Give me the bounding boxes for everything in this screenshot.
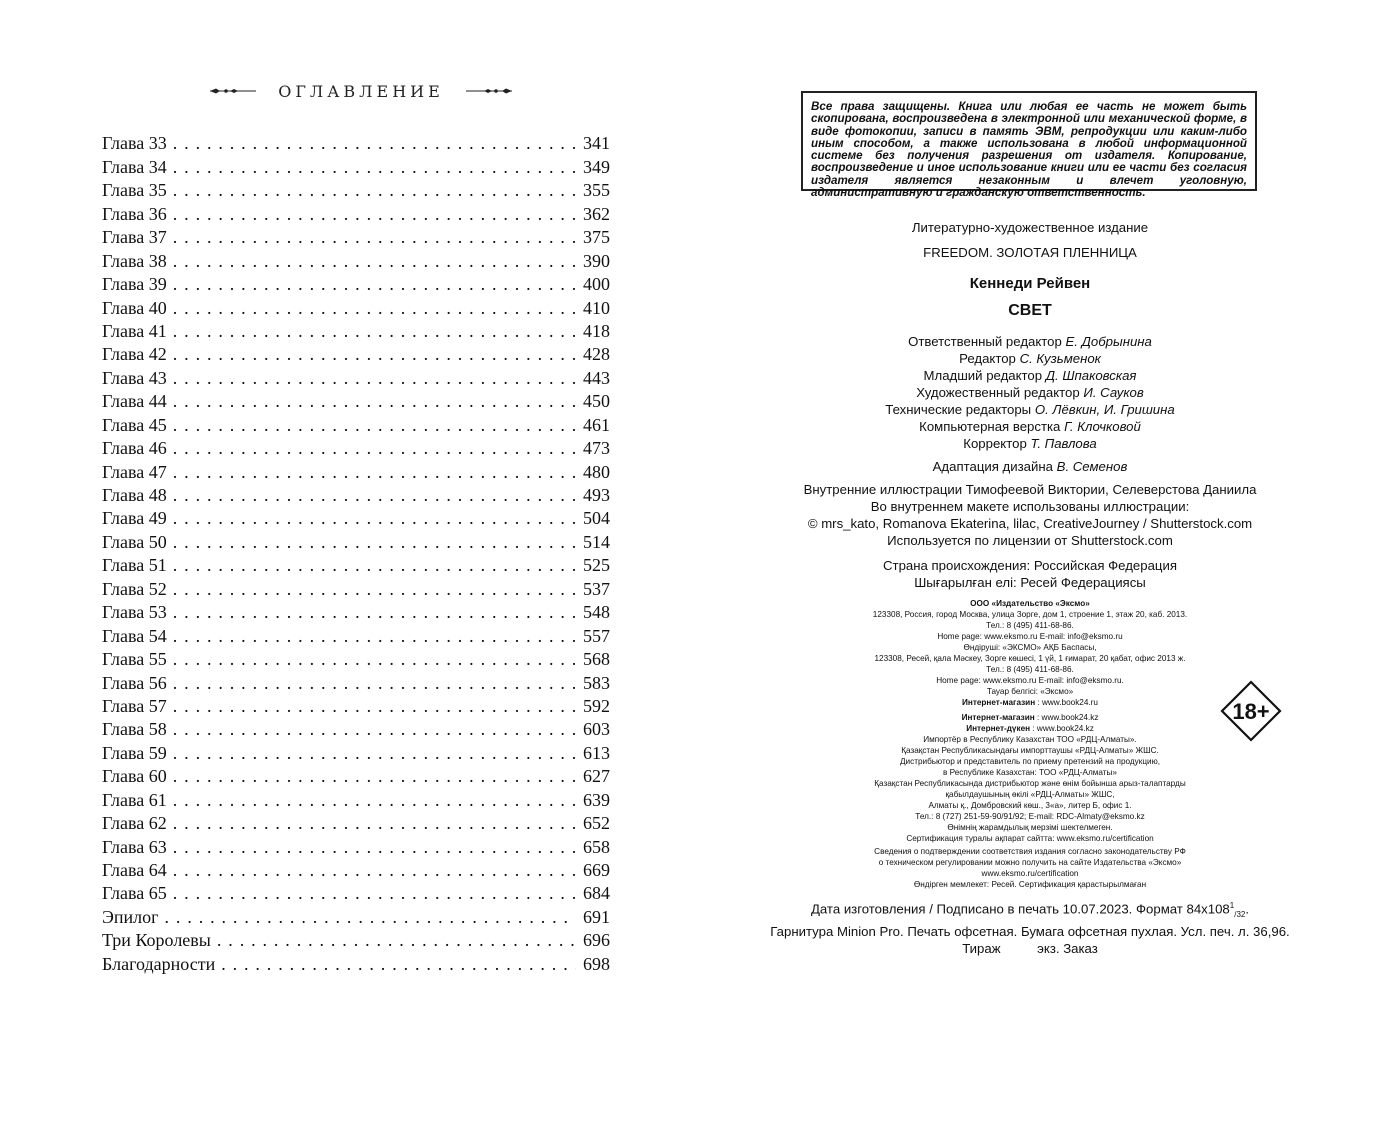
toc-dot-leader [173,180,576,200]
toc-entry-page: 592 [583,695,610,716]
origin-info [780,557,1280,591]
toc-entry-label: Глава 46 [102,438,167,459]
credit-name: Т. Павлова [1030,436,1097,451]
credit-line [780,333,1280,350]
toc-entry-page: 428 [583,344,610,365]
toc-entry-label: Глава 54 [102,625,167,646]
toc-entry-label: Глава 47 [102,461,167,482]
toc-dot-leader [173,298,576,318]
author-name: Кеннеди Рейвен [969,275,1091,292]
toc-dot-leader [173,532,576,552]
toc-dot-leader [173,274,576,294]
toc-entry-page: 480 [583,461,610,482]
toc-dot-leader [173,438,576,458]
credit-name: И. Сауков [1083,385,1144,400]
age-rating-text: 18+ [1232,699,1270,724]
toc-entry-page: 473 [583,438,610,459]
toc-entry-page: 461 [583,414,610,435]
toc-entry-page: 355 [583,180,610,201]
toc-entry-page: 684 [583,883,610,904]
distributor-line: Тел.: 8 (727) 251-59-90/91/92; E-mail: RDC-Almaty@eksmo.kz [915,812,1145,821]
toc-entry-page: 362 [583,203,610,224]
toc-entry-label: Глава 33 [102,133,167,154]
toc-entry-label: Глава 51 [102,555,167,576]
print-info-3: Тираж экз. Заказ [962,941,1098,957]
illustration-credit-line: Внутренние иллюстрации Тимофеевой Виктории, Селеверстова Даниила [803,482,1257,497]
toc-entry-page: 557 [583,625,610,646]
toc-dot-leader [173,860,576,880]
distributor-line: қабылдаушының өкілі «РДЦ-Алматы» ЖШС, [945,790,1115,799]
credit-name: О. Лёвкин, И. Гришина [1034,402,1175,417]
toc-entry-label: Глава 56 [102,672,167,693]
publisher-line: ООО «Издательство «Эксмо» [970,599,1090,608]
toc-entry [102,646,610,669]
credit-line [780,367,1280,384]
toc-dot-leader [173,555,576,575]
distributor-line: Дистрибьютор и представитель по приему претензий на продукцию, [900,757,1160,766]
edition-info [780,219,1280,319]
toc-entry [102,927,610,950]
shop-kz: Интернет-магазин : www.book24.kz [961,713,1099,722]
left-ornament-icon [210,86,256,96]
toc-dot-leader [173,485,576,505]
credit-line [780,401,1280,418]
origin-line: Страна происхождения: Российская Федерация [883,558,1177,573]
toc-entry-label: Глава 60 [102,766,167,787]
toc-entry [102,552,610,575]
toc-entry-page: 504 [583,508,610,529]
toc-entry-label: Благодарности [102,953,216,974]
toc-dot-leader [173,837,576,857]
toc-dot-leader [173,157,576,177]
toc-title: ОГЛАВЛЕНИЕ [278,81,444,101]
toc-entry [102,153,610,176]
toc-dot-leader [173,227,576,247]
toc-dot-leader [173,321,576,341]
origin-line: Шығарылған елі: Ресей Федерациясы [914,575,1146,590]
credit-line [780,435,1280,452]
publisher-line: Home page: www.eksmo.ru E-mail: info@eksmo.ru [937,632,1123,641]
toc-entry-page: 418 [583,320,610,341]
toc-dot-leader [173,790,576,810]
toc-entry-label: Глава 36 [102,203,167,224]
toc-entry-page: 493 [583,485,610,505]
toc-entry-page: 537 [583,578,610,599]
shop-kz-2: Интернет-дүкен : www.book24.kz [966,724,1094,733]
toc-dot-leader [173,344,576,364]
toc-entry-page: 658 [583,836,610,857]
toc-entry-label: Глава 63 [102,836,167,857]
toc-dot-leader [173,415,576,435]
credits-list [780,333,1280,452]
credit-role: Корректор [963,436,1027,451]
distributor-line: Алматы қ., Домбровский көш., 3«а», литер Б, офис 1. [928,801,1132,810]
right-ornament-icon [466,86,512,96]
toc-entry [102,950,610,973]
distributor-line: Сертификация туралы ақпарат сайтта: www.eksmo.ru/certification [906,834,1154,843]
toc-dot-leader [173,251,576,271]
toc-entry [102,669,610,692]
toc-entry-label: Глава 45 [102,414,167,435]
toc-entry [102,247,610,270]
design-credit-name: В. Семенов [1056,459,1128,474]
toc-dot-leader [173,508,576,528]
toc-entry-page: 349 [583,156,610,177]
toc-entry [102,599,610,622]
credit-role: Технические редакторы [885,402,1032,417]
toc-entry [102,458,610,481]
toc-entry [102,693,610,716]
toc-entry-page: 390 [583,250,610,271]
illustration-credit-line: Используется по лицензии от Shutterstock.com [887,533,1173,548]
toc-entry [102,505,610,528]
toc-entry-page: 613 [583,742,610,763]
print-info-2: Гарнитура Minion Pro. Печать офсетная. Бумага офсетная пухлая. Усл. печ. л. 36,96. [770,924,1290,940]
toc-entry-label: Глава 43 [102,367,167,388]
imprint-page [700,0,1394,1125]
toc-dot-leader [173,579,576,599]
toc-header [206,80,516,102]
toc-entry [102,318,610,341]
toc-dot-leader [173,602,576,622]
toc-entry [102,903,610,926]
credit-name: Д. Шпаковская [1045,368,1137,383]
distributor-line: Импортёр в Республику Казахстан ТОО «РДЦ-Алматы». [923,735,1137,744]
publisher-block-2 [780,734,1280,844]
certification-line: Сведения о подтверждении соответствия издания согласно законодательству РФ [874,847,1186,856]
credit-line [780,418,1280,435]
toc-entry [102,575,610,598]
credit-line [780,384,1280,401]
toc-entry-label: Глава 50 [102,531,167,552]
toc-entry [102,716,610,739]
toc-dot-leader [173,204,576,224]
toc-entry [102,177,610,200]
toc-entry-label: Глава 39 [102,274,167,295]
toc-entry [102,622,610,645]
toc-dot-leader [173,766,576,786]
publisher-line: Home page: www.eksmo.ru E-mail: info@eksmo.ru. [936,676,1124,685]
certification-line: о техническом регулировании можно получить на сайте Издательства «Эксмо» [878,858,1182,867]
print-info [740,897,1320,957]
credit-role: Компьютерная верстка [919,419,1061,434]
credit-role: Ответственный редактор [908,334,1062,349]
certification-line: Өндірген мемлекет: Ресей. Сертификация қарастырылмаған [913,880,1147,889]
toc-entry-page: 400 [583,274,610,295]
publisher-block-1 [780,598,1280,697]
toc-entry-label: Глава 55 [102,649,167,670]
toc-entry-page: 583 [583,672,610,693]
publisher-line: 123308, Ресей, қала Мәскеу, Зорге көшесі, 1 үй, 1 ғимарат, 20 қабат, офис 2013 ж. [874,654,1186,663]
series-title: FREEDOM. ЗОЛОТАЯ ПЛЕННИЦА [923,245,1137,260]
toc-entry [102,857,610,880]
publisher-line: Тел.: 8 (495) 411-68-86. [986,621,1074,630]
toc-entry-page: 691 [583,906,610,927]
toc-entry-label: Глава 61 [102,789,167,810]
toc-entry-page: 375 [583,227,610,248]
toc-entry [102,388,610,411]
shop-ru: Интернет-магазин : www.book24.ru [962,698,1098,707]
toc-entry-page: 410 [583,297,610,318]
print-info-1: Дата изготовления / Подписано в печать 10.07.2023. Формат $84x108^1_{/32}$. [810,901,1250,920]
toc-entry [102,880,610,903]
publisher-line: Тауар белгісі: «Эксмо» [986,687,1074,696]
toc-entry-page: 443 [583,367,610,388]
toc-entry-page: 639 [583,789,610,810]
distributor-line: Қазақстан Республикасында дистрибьютор және өнім бойынша арыз-талаптарды [874,779,1186,788]
toc-dot-leader [173,368,576,388]
toc-entry-page: 652 [583,813,610,834]
publisher-line: Тел.: 8 (495) 411-68-86. [986,665,1074,674]
toc-entry-page: 514 [583,531,610,552]
toc-dot-leader [173,743,576,763]
toc-dot-leader [173,883,576,903]
toc-entry-label: Глава 35 [102,180,167,201]
toc-entry-label: Глава 62 [102,813,167,834]
book-title: СВЕТ [1008,302,1052,319]
toc-entry [102,364,610,387]
toc-entry-label: Глава 52 [102,578,167,599]
toc-entry-label: Глава 48 [102,485,167,505]
credit-role: Художественный редактор [916,385,1080,400]
toc-entry-label: Глава 58 [102,719,167,740]
toc-dot-leader [173,626,576,646]
design-credit-role: Адаптация дизайна [932,459,1053,474]
toc-dot-leader [173,696,576,716]
rights-notice: Все права защищены. Книга или любая ее часть не может быть скопирована, воспроизведена в электронной или механической форме, в виде фотокопии, записи в память ЭВМ, репродукции или каким-либо иным способом, а также использована в любой информационной системе без получения разрешения от издателя. Копирование, воспроизведение и иное использование книги или ее части без согласия издателя является незаконным и влечет уголовную, административную и гражданскую ответственность. [801,91,1257,191]
distributor-line: в Республике Казахстан: ТОО «РДЦ-Алматы» [943,768,1117,777]
credit-name: С. Кузьменок [1019,351,1101,366]
distributor-line: Өнімнің жарамдылық мерзімі шектелмеген. [947,823,1113,832]
toc-entry [102,482,610,505]
age-rating-badge [1220,680,1282,742]
toc-entry-label: Глава 53 [102,602,167,623]
toc-entry [102,224,610,247]
certification-block [780,846,1280,890]
toc-entry [102,200,610,223]
publisher-line: Өндіруші: «ЭКСМО» АҚБ Баспасы, [963,643,1097,652]
toc-entry-page: 627 [583,766,610,787]
credit-name: Г. Клочковой [1064,419,1141,434]
credit-role: Редактор [959,351,1016,366]
shops-block [780,697,1280,734]
toc-entry [102,786,610,809]
toc-entry-label: Глава 64 [102,860,167,880]
toc-entry-label: Глава 37 [102,227,167,248]
toc-dot-leader [217,930,576,950]
toc-entry-label: Глава 59 [102,742,167,763]
toc-dot-leader [173,649,576,669]
toc-entry-page: 568 [583,649,610,670]
toc-dot-leader [173,391,576,411]
toc-entry-label: Глава 38 [102,250,167,271]
toc-entry-label: Эпилог [102,906,159,927]
toc-entry [102,528,610,551]
toc-entry-label: Глава 40 [102,297,167,318]
toc-entry [102,763,610,786]
toc-entry [102,810,610,833]
illustrations-credits [760,481,1300,549]
toc-entry-label: Глава 42 [102,344,167,365]
toc-entry-page: 548 [583,602,610,623]
toc-entry [102,294,610,317]
credit-name: Е. Добрынина [1065,334,1152,349]
toc-entry-page: 698 [583,953,610,974]
toc-entry [102,833,610,856]
toc-entry-label: Глава 49 [102,508,167,529]
toc-entry [102,341,610,364]
toc-dot-leader [165,907,576,927]
toc-list [102,130,610,974]
toc-entry-page: 341 [583,133,610,154]
toc-dot-leader [173,133,576,153]
toc-entry-label: Глава 44 [102,391,167,412]
toc-entry [102,271,610,294]
credit-role: Младший редактор [923,368,1043,383]
toc-dot-leader [221,954,576,974]
toc-entry-page: 696 [583,930,610,951]
illustration-credit-line: Во внутреннем макете использованы иллюстрации: [870,499,1190,514]
toc-dot-leader [173,673,576,693]
certification-line: www.eksmo.ru/certification [981,869,1079,878]
toc-entry [102,739,610,762]
toc-entry-page: 450 [583,391,610,412]
toc-entry-label: Три Королевы [102,930,211,951]
toc-dot-leader [173,719,576,739]
publisher-line: 123308, Россия, город Москва, улица Зорге, дом 1, строение 1, этаж 20, каб. 2013. [872,610,1188,619]
age-rating-diamond-icon [1220,680,1282,742]
toc-entry [102,435,610,458]
toc-dot-leader [173,462,576,482]
toc-entry-label: Глава 34 [102,156,167,177]
toc-entry [102,130,610,153]
toc-entry-label: Глава 65 [102,883,167,904]
toc-entry-page: 669 [583,860,610,880]
toc-entry-page: 603 [583,719,610,740]
edition-type: Литературно-художественное издание [911,220,1149,235]
toc-entry [102,411,610,434]
toc-entry-label: Глава 41 [102,320,167,341]
design-credit [780,458,1280,475]
toc-entry-label: Глава 57 [102,695,167,716]
distributor-line: Қазақстан Республикасындағы импорттаушы «РДЦ-Алматы» ЖШС. [901,746,1159,755]
toc-dot-leader [173,813,576,833]
illustration-credit-line: © mrs_kato, Romanova Ekaterina, lilac, CreativeJourney / Shutterstock.com [807,516,1253,531]
credit-line [780,350,1280,367]
toc-entry-page: 525 [583,555,610,576]
